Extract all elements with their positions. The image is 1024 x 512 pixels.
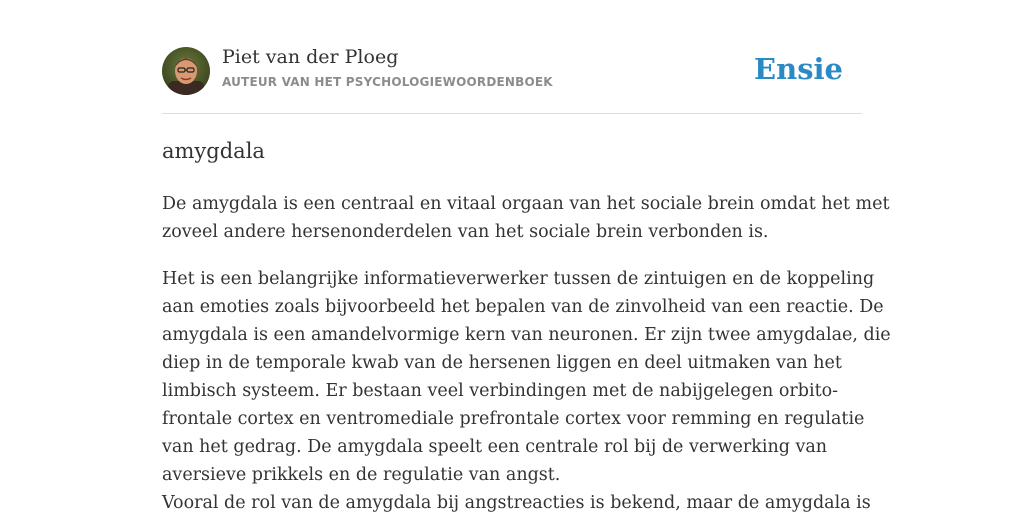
- text-line: aan emoties zoals bijvoorbeeld het bepalen van de zinvolheid van een reactie. De: [162, 297, 884, 317]
- text-line: limbisch systeem. Er bestaan veel verbindingen met de nabijgelegen orbito-: [162, 381, 839, 401]
- author-header: [162, 0, 862, 114]
- text-line: van het gedrag. De amygdala speelt een centrale rol bij de verwerking van: [162, 437, 828, 457]
- paragraph-gap: [162, 246, 862, 265]
- text-line: diep in de temporale kwab van de hersenen liggen en deel uitmaken van het: [162, 353, 842, 373]
- entry-paragraph: [162, 265, 891, 512]
- text-line: Het is een belangrijke informatieverwerker tussen de zintuigen en de koppeling: [162, 269, 875, 289]
- entry-paragraph: [162, 190, 890, 246]
- text-line: amygdala is een amandelvormige kern van neuronen. Er zijn twee amygdalae, die: [162, 325, 891, 345]
- text-line: De amygdala is een centraal en vitaal orgaan van het sociale brein omdat het met: [162, 194, 890, 214]
- author-avatar[interactable]: [162, 47, 210, 95]
- text-line: zoveel andere hersenonderdelen van het sociale brein verbonden is.: [162, 222, 769, 242]
- entry-card: [162, 0, 891, 512]
- entry-body: [162, 190, 891, 512]
- entry-title: amygdala: [162, 139, 265, 163]
- author-portrait-icon: [162, 47, 210, 95]
- text-line: aversieve prikkels en de regulatie van angst.: [162, 465, 561, 485]
- text-line: frontale cortex en ventromediale prefrontale cortex voor remming en regulatie: [162, 409, 865, 429]
- ensie-logo[interactable]: Ensie: [754, 52, 843, 86]
- author-name[interactable]: Piet van der Ploeg: [222, 46, 399, 68]
- text-line: Vooral de rol van de amygdala bij angstreacties is bekend, maar de amygdala is: [162, 493, 871, 512]
- author-subtitle: AUTEUR VAN HET PSYCHOLOGIEWOORDENBOEK: [222, 75, 553, 89]
